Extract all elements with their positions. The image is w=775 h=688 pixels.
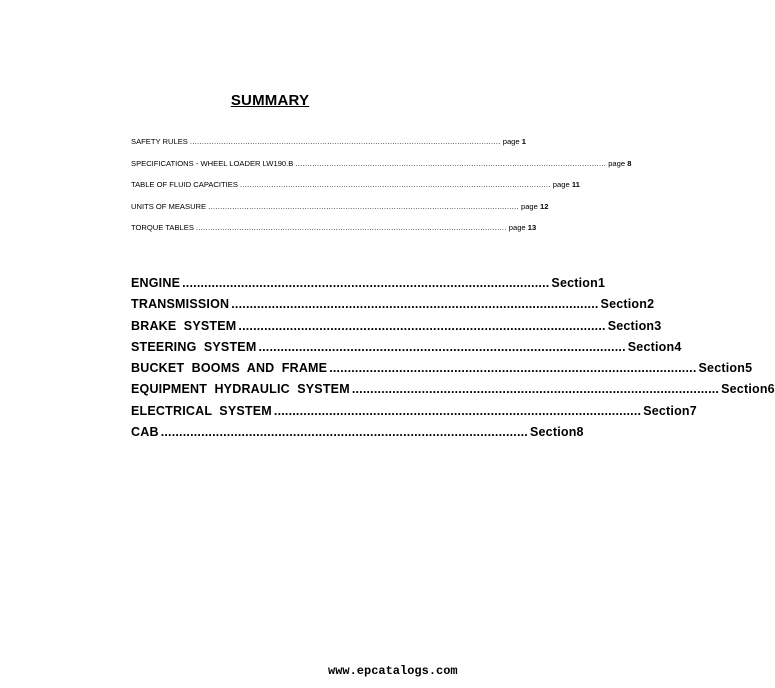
toc-label: TORQUE TABLES <box>131 223 194 232</box>
sections-list <box>131 276 775 446</box>
section-row-brake-system <box>131 318 662 340</box>
section-row-bucket-booms-frame <box>131 361 753 382</box>
leader-dots: ................................................................................................................................. <box>195 223 507 232</box>
section-word: Section <box>600 297 648 312</box>
toc-row-torque-tables <box>131 223 537 245</box>
section-label: BUCKET BOOMS AND FRAME <box>131 361 328 376</box>
section-word: Section <box>643 403 690 418</box>
section-number: 6 <box>767 382 775 397</box>
leader-dots: .................................................................................................... <box>231 297 599 312</box>
toc-row-fluid-capacities <box>131 180 580 202</box>
toc-row-safety-rules <box>131 137 526 159</box>
leader-dots: ................................................................................................................................. <box>295 158 607 168</box>
section-number: 8 <box>576 425 584 440</box>
section-label: BRAKE SYSTEM <box>131 318 237 333</box>
section-label: TRANSMISSION <box>131 297 230 312</box>
toc-row-units-of-measure <box>131 201 549 224</box>
leader-dots: ................................................................................................................................. <box>189 137 501 146</box>
toc-page: page 12 <box>520 201 549 211</box>
section-label: STEERING SYSTEM <box>131 339 257 354</box>
section-word: Section <box>721 382 768 397</box>
toc-label: TABLE OF FLUID CAPACITIES <box>131 180 238 189</box>
section-row-engine <box>131 276 606 297</box>
section-label: EQUIPMENT HYDRAULIC SYSTEM <box>131 382 350 397</box>
toc-label: SPECIFICATIONS - WHEEL LOADER LW190.B <box>131 158 294 168</box>
section-row-steering-system <box>131 339 682 361</box>
leader-dots: .................................................................................................... <box>258 339 626 354</box>
leader-dots: .................................................................................................... <box>182 276 550 290</box>
section-label: ELECTRICAL SYSTEM <box>131 403 272 418</box>
leader-dots: .................................................................................................... <box>273 403 642 418</box>
watermark-url: www.epcatalogs.com <box>328 664 458 678</box>
front-matter-list <box>131 137 632 245</box>
toc-label: SAFETY RULES <box>131 137 188 146</box>
toc-label: UNITS OF MEASURE <box>131 201 207 211</box>
section-number: 7 <box>689 403 697 418</box>
section-word: Section <box>529 425 577 440</box>
section-number: 5 <box>745 361 753 376</box>
section-label: CAB <box>131 425 159 440</box>
leader-dots: .................................................................................................... <box>329 361 697 376</box>
section-number: 2 <box>647 297 655 312</box>
section-word: Section <box>607 318 655 333</box>
leader-dots: ................................................................................................................................. <box>239 180 551 189</box>
toc-page: page 11 <box>552 180 580 189</box>
leader-dots: .................................................................................................... <box>351 382 720 397</box>
toc-page: page 13 <box>508 223 537 232</box>
section-row-transmission <box>131 297 655 318</box>
leader-dots: .................................................................................................... <box>238 318 606 333</box>
section-word: Section <box>627 339 675 354</box>
section-number: 3 <box>654 318 662 333</box>
toc-page: page 1 <box>502 137 526 146</box>
section-row-electrical-system <box>131 403 697 425</box>
section-word: Section <box>698 361 746 376</box>
leader-dots: .................................................................................................... <box>160 425 528 440</box>
toc-row-specifications <box>131 158 632 181</box>
leader-dots: ................................................................................................................................. <box>208 201 519 211</box>
section-number: 1 <box>597 276 606 290</box>
section-row-equipment-hydraulic <box>131 382 775 403</box>
section-word: Section <box>551 276 598 290</box>
section-row-cab <box>131 425 584 446</box>
toc-page: page 8 <box>608 158 632 168</box>
section-label: ENGINE <box>131 276 181 290</box>
section-number: 4 <box>674 339 682 354</box>
page-title: SUMMARY <box>230 92 310 109</box>
